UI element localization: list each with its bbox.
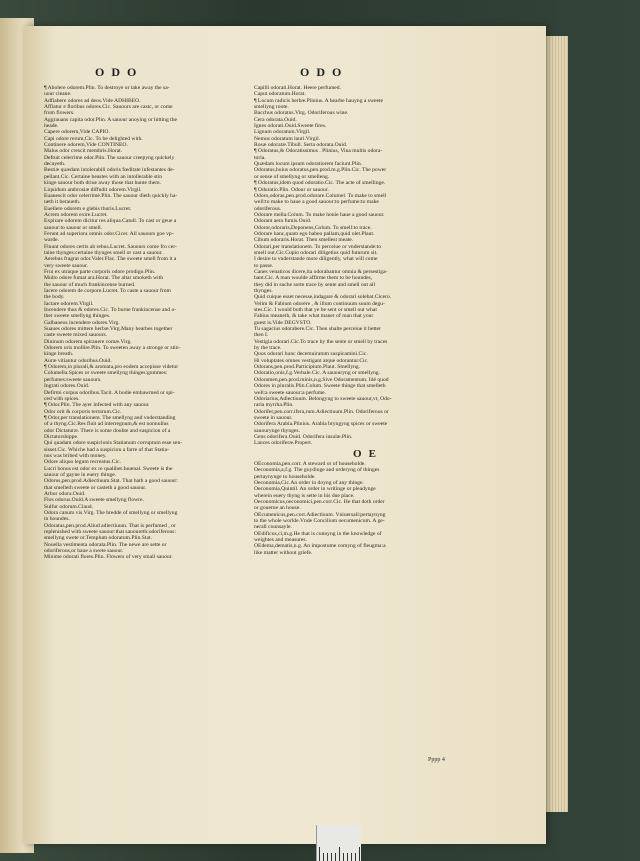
text-line: raria myrrha.Plin. [254, 402, 294, 409]
text-line: ced with spices. [44, 395, 80, 402]
text-line: Iacere odorem de corpore.Lucret. To caste a sauour from [44, 288, 171, 294]
text-line: Odorare mella.Colum. To make honie haue a good sauour. [254, 211, 385, 218]
text-line: heade. [44, 123, 59, 130]
text-line: Cibum odoraris.Horat. Then smellest meate. [254, 237, 354, 244]
text-line: Bestiæ quædam intolerabili odoris fœditate infestantes de- [44, 167, 175, 174]
text-line: uour cleane. [44, 91, 72, 98]
text-line: taine thynges:certaine thynges smell or cast a sauour. [44, 249, 163, 256]
text-line: Odorans,pen.prod.Participium.Plaut. Smellyng. [254, 364, 361, 371]
text-line: Vestigia odorari.Cic.To trace by the sente or smell by traces [254, 338, 388, 345]
scale-ruler [316, 825, 361, 861]
text-line: the sauour of much frankincense burned. [44, 281, 136, 288]
text-line: Odoro,odoras,pen.prod.odorare.Columel. To make to smell [254, 192, 387, 199]
text-line: Aggrauans capita odor.Plin. A sauour anoying or hitting the [44, 116, 177, 123]
running-head-right: ODO [300, 65, 349, 79]
section-heading: OE [353, 447, 383, 460]
text-line: Oeconomia,a,f.g. The guydinge and orderyng of thinges [254, 467, 380, 474]
text-line: Tu sagacius odorabere.Cic. Then shalte perceiue it better [254, 326, 381, 333]
text-line: Incendere thus & odores.Cic. To burne frankincense and o- [44, 307, 177, 314]
text-line: Odoratus,pen.prod.Aliud adiectiuum. That is perfumed , or [44, 522, 176, 529]
text-line: weightes and measures. [254, 537, 307, 544]
text-line: Odorare hanc,quam ego habeo pallam,quid olet.Plaut. [254, 230, 375, 237]
text-line: wherein euery thyng is sette in his due place. [254, 492, 355, 499]
text-line: Acrem odorem exire.Lucret. [44, 211, 108, 218]
text-line: they did in suche sorte trace by sente and smell out all [254, 281, 376, 288]
ruler-tick [355, 853, 356, 861]
text-line: Deftuit celerrime odor.Plin. The sauour creepyng quickely [44, 154, 175, 161]
text-line: Expirare odorem dicitur res aliqua.Catull. To cast or geue a [44, 218, 177, 225]
text-line: Arbor odora.Ouid. [44, 491, 86, 497]
text-line: ¶ Odorem,in pluralí,& aromata,pro eodem accepisse videtur [44, 364, 179, 371]
right-column-top [254, 85, 482, 447]
text-line: Columella.Spices or sweete smellyng thinges:gummes: [44, 370, 168, 377]
text-line: Nemus odoratum lauri.Virgil. [254, 135, 321, 142]
ruler-tick [339, 847, 340, 861]
text-line: well:a sweete sauour:a perfume. [254, 389, 327, 396]
text-line: bant.Cic. A man woulde affirme them to be houndes, [254, 275, 373, 282]
text-line: Capilli odorati.Horat. Heere perfumed. [254, 85, 341, 91]
text-line: or gouerne an house. [254, 505, 301, 512]
text-line: OEdificus,ci,m.g.He that is cunnyng in the knowledge of [254, 530, 382, 537]
text-line: toria. [254, 154, 266, 161]
text-line: Nouella vestimenta odorata.Plin. The newe are sette or [44, 541, 167, 548]
text-line: Aerebus fragrat odor.Valer.Flac. The sweete smell from it a [44, 256, 177, 263]
text-line: Ferunt ad superiora omnis odor.Cicer. All sauours goe vp- [44, 230, 174, 237]
text-line: Oeconomia,Cic.An order in doyng of any thinge. [254, 479, 364, 486]
text-line: ¶ Odor,per translationem. The smellyng and vnderstanding [44, 414, 176, 421]
text-line: Sulfur odorum.Claud. [44, 503, 93, 510]
text-line: Iactare odorem.Virgil. [44, 300, 94, 307]
text-line: ueth it beraueth. [44, 199, 81, 206]
text-line: or sense of smellyng or smelleng. [254, 173, 330, 180]
text-line: Odoriarius,Adiectiuum. Belongyng to sweete sauour,vt, Odo- [254, 395, 392, 402]
running-head-left: ODO [95, 65, 144, 79]
ruler-tick [319, 847, 320, 861]
text-line: Odoratus,huius odoratus,pen.prod.m.g.Plin.Cic. The power [254, 167, 387, 174]
text-line: Ignes odorati.Ouid.Sweete fires. [254, 123, 327, 130]
text-line: Multo odore fumat ara.Horat. The altar smoketh with [44, 275, 164, 282]
text-line: Hi voluptates omnes vestigant atque odorantur.Cic. [254, 357, 369, 364]
text-line: sisset.Cic. Whiche had a suspicion a farre of that Statia- [44, 446, 169, 453]
text-line: the body. [44, 294, 65, 301]
text-line: Euanescit odor celerrimè.Plin. The sauour dieth quickly ha- [44, 192, 178, 199]
text-line: that smelleth sweete or casteth a good sauour. [44, 484, 147, 491]
text-line: pellant.Cic. Certaine beastes with an intollerable stin [44, 173, 163, 180]
ruler-tick [351, 853, 352, 861]
text-line: I desire to vnderstande more diligently, what will come [254, 256, 378, 263]
text-line: Odoramen,pen.prod.minis,n.g.Sive Odoramentum. Idé quod [254, 376, 389, 383]
text-line: to the whole worlde.Vnde Concilium oecumenicum. A ge- [254, 518, 385, 525]
text-line: very sweete sauour. [44, 262, 88, 269]
text-line: Oeconomicus,oeconomici,pen.corr.Cic. He that doth order [254, 499, 385, 505]
text-line: warde. [44, 237, 60, 244]
text-line: Odorus,pen.prod.Adiectiuum.Stat. That hath a good sauour: [44, 478, 178, 485]
text-line: Frui ex utraque parte corporis odore prodigo.Plin. [44, 268, 156, 275]
text-line: Quid cuique esset necesse,indagare & odorari solebat.Cicero. [254, 294, 392, 301]
ruler-tick [323, 853, 324, 861]
text-line: caste sweete mixed sauours. [44, 332, 108, 339]
text-line: smellyng swete or.Templum odoratum.Plin.Stat. [44, 535, 152, 542]
text-line: pertaynynge to householde. [254, 473, 316, 480]
text-line: thynges. [254, 288, 273, 294]
text-line: smellyng roote. [254, 104, 289, 111]
text-line: Continere odorem,Vide CONTINEO. [44, 142, 128, 149]
signature-mark: Pppp 4 [428, 757, 445, 763]
text-line: Odoror,odoraris,Deponens,Colum. To smell:to trace. [254, 224, 372, 231]
text-line: from flowers. [44, 110, 75, 117]
text-line: nus was bribed with money. [44, 452, 107, 459]
text-line: like matter without griefe. [254, 549, 313, 556]
text-line: Fabius meaneth, & take what maner of man that your [254, 313, 374, 320]
text-line: sweete in sauour. [254, 414, 293, 421]
text-line: ¶ Odoratus,idem quod odoratio.Cic. The acte of smellinge. [254, 180, 386, 187]
right-column-bottom [254, 461, 482, 556]
text-line: Odores in pluralis.Plin.Colum. Sweete thinge that smelleth [254, 383, 386, 390]
text-line: Odorifer,pen.corr.ifera,rum.Adiectiuum.Plin. Odoriferous or [254, 408, 389, 415]
text-line: Defirmi corpus odoribus.Tacit. A bodie embawmed or spi- [44, 389, 175, 396]
text-line: Odorifera Arabia.Plinius. Arabia bryngyng spices or sweete [254, 421, 388, 428]
text-line: Flos odorus.Ouid.A sweete smellyng flowre. [44, 497, 144, 504]
text-line: stes.Cic. I would both that ye be sent or smell out what [254, 307, 377, 314]
text-line: Minime odorati flores.Plin. Flowers of very small sauour. [44, 554, 173, 561]
text-line: Odor orit & corporis terrarum.Cic. [44, 408, 122, 415]
text-line: Bacchus odoratus.Virg. Odoriferous wine. [254, 110, 349, 117]
text-line: then I. [254, 332, 269, 339]
text-line: Odorari,per translationem. To perceiue or vnderstande:to [254, 243, 382, 250]
ruler-tick [331, 853, 332, 861]
text-line: Euellere odorem e glebis thuris.Lucret. [44, 205, 132, 212]
text-line: to passe. [254, 262, 274, 269]
text-line: Odora canum vis.Virg. The bredde of smellyng or smellyng [44, 510, 178, 517]
text-line: Afflatur e floribus odores.Cic. Sauours are castc, or come [44, 104, 173, 111]
text-line: ¶ Odor.Plin. The ayer infected with any sauour. [44, 402, 150, 409]
text-line: Lucri bonus est odor ex re qualibet.Iuuenal. Sweete is the [44, 465, 173, 472]
text-line: perfumes:sweete sauours. [44, 376, 102, 383]
text-line: odoriferous,or haue a swete sauour. [44, 548, 124, 555]
ruler-tick [359, 847, 360, 861]
text-line: Capi odore rerum,Cic. To be delighted with. [44, 135, 143, 142]
text-line: ¶ Abolere odorem.Plin. To destroye or take away the sa- [44, 85, 170, 91]
text-line: Odorant aera fumis.Ouid. [254, 218, 312, 225]
text-line: Velim & Fabium odorére , & illum continuum suum degu- [254, 300, 385, 307]
ruler-tick [343, 853, 344, 861]
text-line: sauour of gayne in euery thinge. [44, 471, 117, 478]
text-line: Lances odoriferæ.Propert. [254, 440, 313, 447]
text-line: Galbaneos incendere odores.Virg. [44, 319, 120, 326]
text-line: OEconomia,pen.corr. A steward or of householde. [254, 460, 366, 467]
text-line: ¶ Odoratio.Plin. Odour or sauour. [254, 186, 329, 193]
text-line: sauourynge thynges. [254, 427, 300, 434]
text-line: well:to make to haue a good sauour:to perfume:to make [254, 199, 379, 206]
text-line: Lignum odoratum.Virgil. [254, 129, 311, 136]
text-line: by the trace. [254, 345, 282, 352]
left-column [44, 85, 272, 561]
text-line: replenished with sweete sauour:that sauoureth:odoriferous: [44, 529, 177, 536]
text-line: Suaues odores mittere herbæ.Virg.Many hearbes together [44, 326, 173, 333]
text-line: Diuinum odorem spirauere comæ.Virg. [44, 338, 132, 345]
text-line: sauour:to sauour or smell. [44, 224, 103, 231]
text-line: Odoratio,onis,f.g.Verbale.Cic. A sauouryng or smellyng. [254, 370, 380, 377]
ruler-tick [347, 853, 348, 861]
ruler-tick [327, 853, 328, 861]
right-column [254, 85, 482, 556]
text-line: OEcumenicus,pen.corr.Adiectiuum. Vniuersall:pertaynyng [254, 511, 386, 518]
text-line: Adfiabere odores ad deos.Vide ADHIBEO. [44, 97, 141, 104]
ruler-tick [335, 853, 336, 861]
text-line: ¶ Locum radicis herbæ.Plinius. A hearbe hauyng a sweete [254, 97, 383, 104]
text-line: Gens odorifera.Ouid. Odorifera insulæ.Plin. [254, 433, 353, 440]
text-line: Capere odorem,Vide CAPIO. [44, 129, 110, 136]
text-line: smell out.Cic.Cupio odorari diligetius quid futurum sit. [254, 249, 378, 256]
text-line: Ingrati odores.Ouid. [44, 383, 90, 390]
text-line: Odorem oris mollire.Plin. To sweeten away a stronge or stin- [44, 345, 181, 352]
text-line: Odore aliquo legum recreatus.Cic. [44, 459, 121, 466]
text-line: kinge sauour both driue away those that hunte them. [44, 180, 161, 187]
text-line: Quos odorari hunc decemuiratum suspicamini.Cic. [254, 351, 368, 358]
text-line: odor Dictaturæ. There is some doubte and suspicion of a [44, 427, 171, 434]
text-line: Auræ vitiantur odoribus.Ouid. [44, 357, 112, 364]
text-line: Oeconomia,Quintil. An order in writinge or pleadynge [254, 486, 376, 493]
text-line: of a thyng.Cic.Res fluit ad interregnum,& est nonnullus [44, 421, 169, 428]
text-line: Rosæ odoratæ.Tibull. Serta odorata.Ouid. [254, 142, 348, 149]
text-line: Quædam locum ipsum odoratiorem faciunt.Plin. [254, 161, 363, 168]
text-line: Malus odor crescit membris.Horat. [44, 148, 123, 155]
text-line: guest is.Vide DEGVSTO. [254, 319, 312, 326]
text-line: nerall counsayle. [254, 524, 292, 531]
text-line: Canes venaticos dicere,ita odorabantur omnia & persestiga- [254, 268, 388, 275]
text-line: OEdema,dematis,n.g. An impostume comyng of fleugma:a [254, 543, 386, 550]
text-line: Caput odoratum.Horat. [254, 91, 306, 98]
text-line: ther sweete smellyng thinges. [44, 313, 111, 320]
text-line: Qui quadam odore suspicionis Statianum corruptum esse sen- [44, 440, 183, 447]
text-line: in houndes. [44, 516, 70, 523]
text-line: Fluunt odores certis ab rebus.Lucret. Sauours come fro cer- [44, 243, 177, 250]
text-line: odoriferous. [254, 205, 282, 212]
text-line: Liquidum ambrosiæ diffudit odorem.Virgil. [44, 186, 142, 193]
text-line: kinge breath. [44, 351, 74, 358]
text-line: Dictatorshippe. [44, 433, 79, 440]
text-line: ¶ Odoratus,& Odoratissimus . Plinius, Vina multis odora- [254, 148, 383, 155]
text-line: Cera odorata.Ouid. [254, 116, 297, 123]
text-line: decayeth. [44, 161, 66, 168]
